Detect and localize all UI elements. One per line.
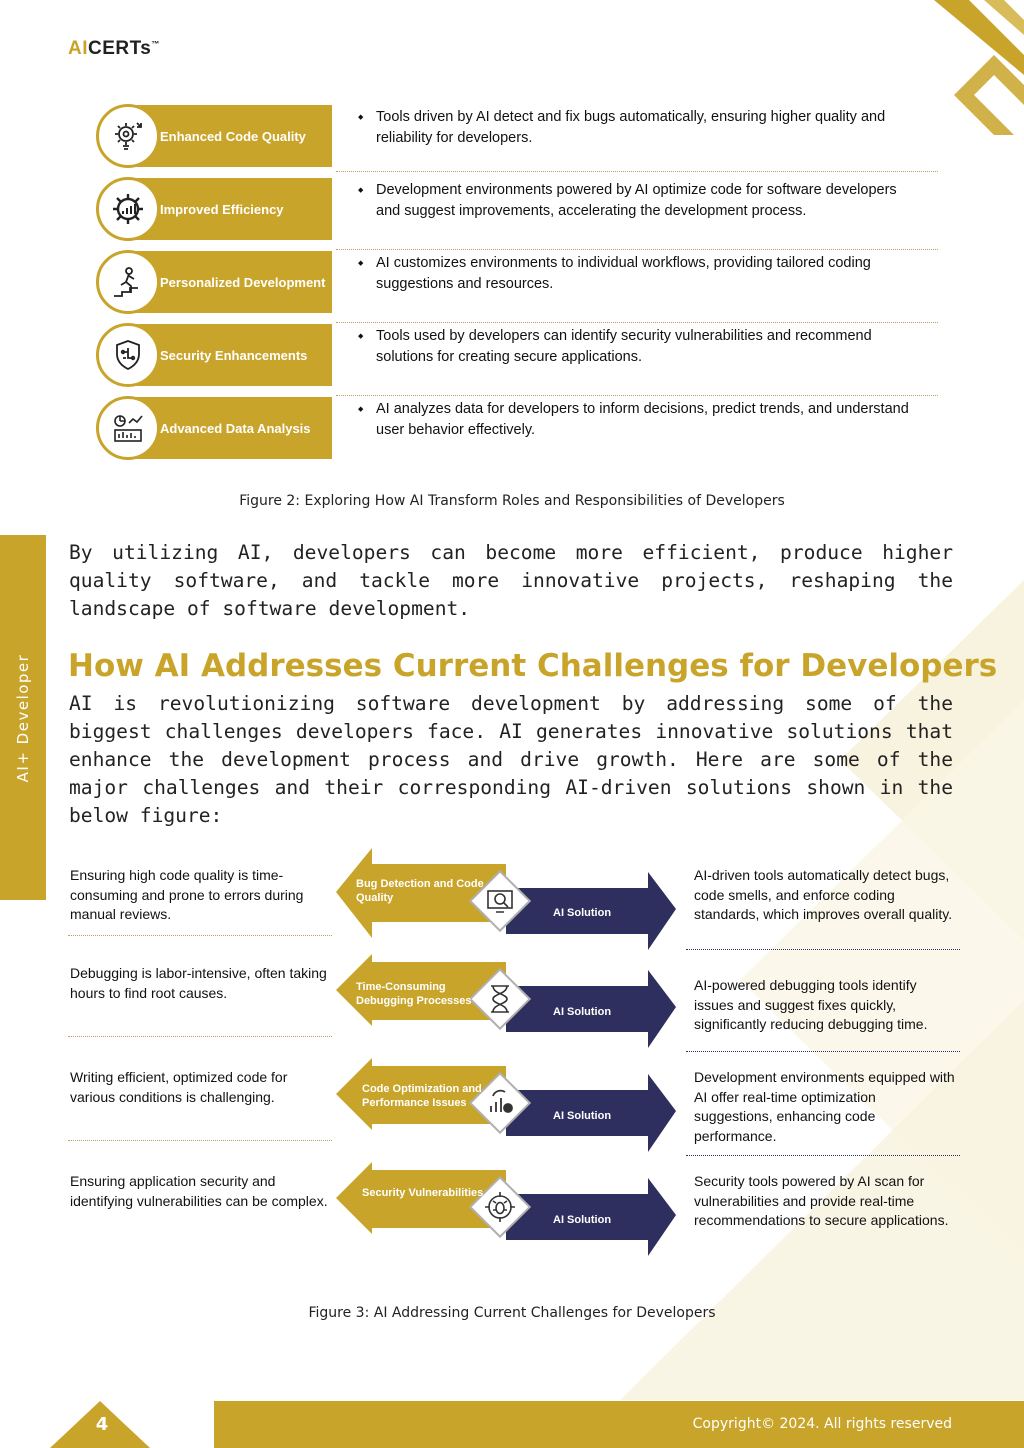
ai-solution-label: AI Solution <box>553 1110 612 1122</box>
divider <box>336 395 938 396</box>
divider <box>686 949 960 950</box>
challenge-title: Code Optimization and Performance Issues <box>362 1083 482 1109</box>
divider <box>68 1036 332 1037</box>
copyright-text: Copyright© 2024. All rights reserved <box>692 1416 952 1432</box>
figure3-caption: Figure 3: AI Addressing Current Challenges for Developers <box>308 1305 716 1321</box>
side-tab <box>0 535 46 900</box>
divider <box>336 171 938 172</box>
figure2-row-description: ◆ AI customizes environments to individual workflows, providing tailored coding suggestions and resources. <box>354 253 914 295</box>
challenge-title: Time-Consuming Debugging Processes <box>356 981 472 1007</box>
person-stairs-icon <box>96 250 160 314</box>
gear-chart-icon <box>96 177 160 241</box>
ai-solution-label: AI Solution <box>553 1006 612 1018</box>
side-tab-label: AI+ Developer <box>14 653 32 782</box>
figure2-row <box>96 105 938 171</box>
challenge-title: Security Vulnerabilities <box>362 1187 484 1199</box>
ai-solution-label: AI Solution <box>553 1214 612 1226</box>
body-paragraph-2: AI is revolutionizing software development by addressing some of the biggest challenges developers face. AI generates innovative solutions that enhance the development process and drive growth. Here are some of the major challenges and their corresponding AI-driven solutions shown in the below figure: <box>69 692 953 827</box>
solution-text: AI-driven tools automatically detect bugs, code smells, and enforce coding standards, which improves overall quality. <box>694 867 953 922</box>
divider <box>336 322 938 323</box>
gear-brain-icon <box>96 104 160 168</box>
challenge-text: Ensuring high code quality is time-consuming and prone to errors during manual reviews. <box>70 867 304 922</box>
aicerts-logo <box>68 38 160 60</box>
figure2-row-description: ◆ Tools driven by AI detect and fix bugs automatically, ensuring higher quality and reliability for developers. <box>354 107 914 149</box>
divider <box>686 1155 960 1156</box>
logo-trademark: ™ <box>151 39 160 49</box>
figure2-row <box>96 251 938 317</box>
challenge-text: Debugging is labor-intensive, often taking hours to find root causes. <box>70 965 327 1001</box>
section-heading: How AI Addresses Current Challenges for Developers <box>68 648 998 684</box>
divider <box>686 1051 960 1052</box>
figure2-row <box>96 178 938 244</box>
ai-solution-label: AI Solution <box>553 907 612 919</box>
solution-text: AI-powered debugging tools identify issues and suggest fixes quickly, significantly reducing debugging time. <box>694 977 928 1032</box>
figure2-row <box>96 324 938 390</box>
footer-band <box>214 1401 1024 1448</box>
figure2-row-label: Personalized Development <box>126 251 332 313</box>
figure2-row <box>96 397 938 463</box>
divider <box>336 249 938 250</box>
logo-certs-text: CERTs <box>88 38 152 59</box>
challenge-title: Bug Detection and Code Quality <box>356 878 484 904</box>
figure3-row <box>68 1172 960 1276</box>
figure2-row-description: ◆ AI analyzes data for developers to inform decisions, predict trends, and understand user behavior effectively. <box>354 399 914 441</box>
figure2-row-label: Security Enhancements <box>126 324 332 386</box>
solution-text: Security tools powered by AI scan for vulnerabilities and provide real-time recommendations to secure applications. <box>694 1173 949 1228</box>
page-number: 4 <box>95 1414 109 1435</box>
figure2-row-label: Advanced Data Analysis <box>126 397 332 459</box>
data-dashboard-icon <box>96 396 160 460</box>
divider <box>68 1140 332 1141</box>
challenge-text: Writing efficient, optimized code for various conditions is challenging. <box>70 1069 288 1105</box>
shield-circuit-icon <box>96 323 160 387</box>
figure2-row-label: Enhanced Code Quality <box>126 105 332 167</box>
figure2-row-label: Improved Efficiency <box>126 178 332 240</box>
challenge-text: Ensuring application security and identifying vulnerabilities can be complex. <box>70 1173 328 1209</box>
solution-text: Development environments equipped with AI offer real-time optimization suggestions, enhancing code performance. <box>694 1069 955 1144</box>
logo-ai-text: AI <box>68 38 88 59</box>
figure2-caption: Figure 2: Exploring How AI Transform Roles and Responsibilities of Developers <box>239 493 785 509</box>
figure2-row-description: ◆ Development environments powered by AI optimize code for software developers and suggest improvements, accelerating the development process. <box>354 180 914 222</box>
challenge-solution-arrows <box>336 1154 676 1278</box>
body-paragraph-1: By utilizing AI, developers can become more efficient, produce higher quality software, and tackle more innovative projects, reshaping the landscape of software development. <box>69 541 953 620</box>
divider <box>68 935 332 936</box>
figure2-row-description: ◆ Tools used by developers can identify security vulnerabilities and recommend solutions for creating secure applications. <box>354 326 914 368</box>
